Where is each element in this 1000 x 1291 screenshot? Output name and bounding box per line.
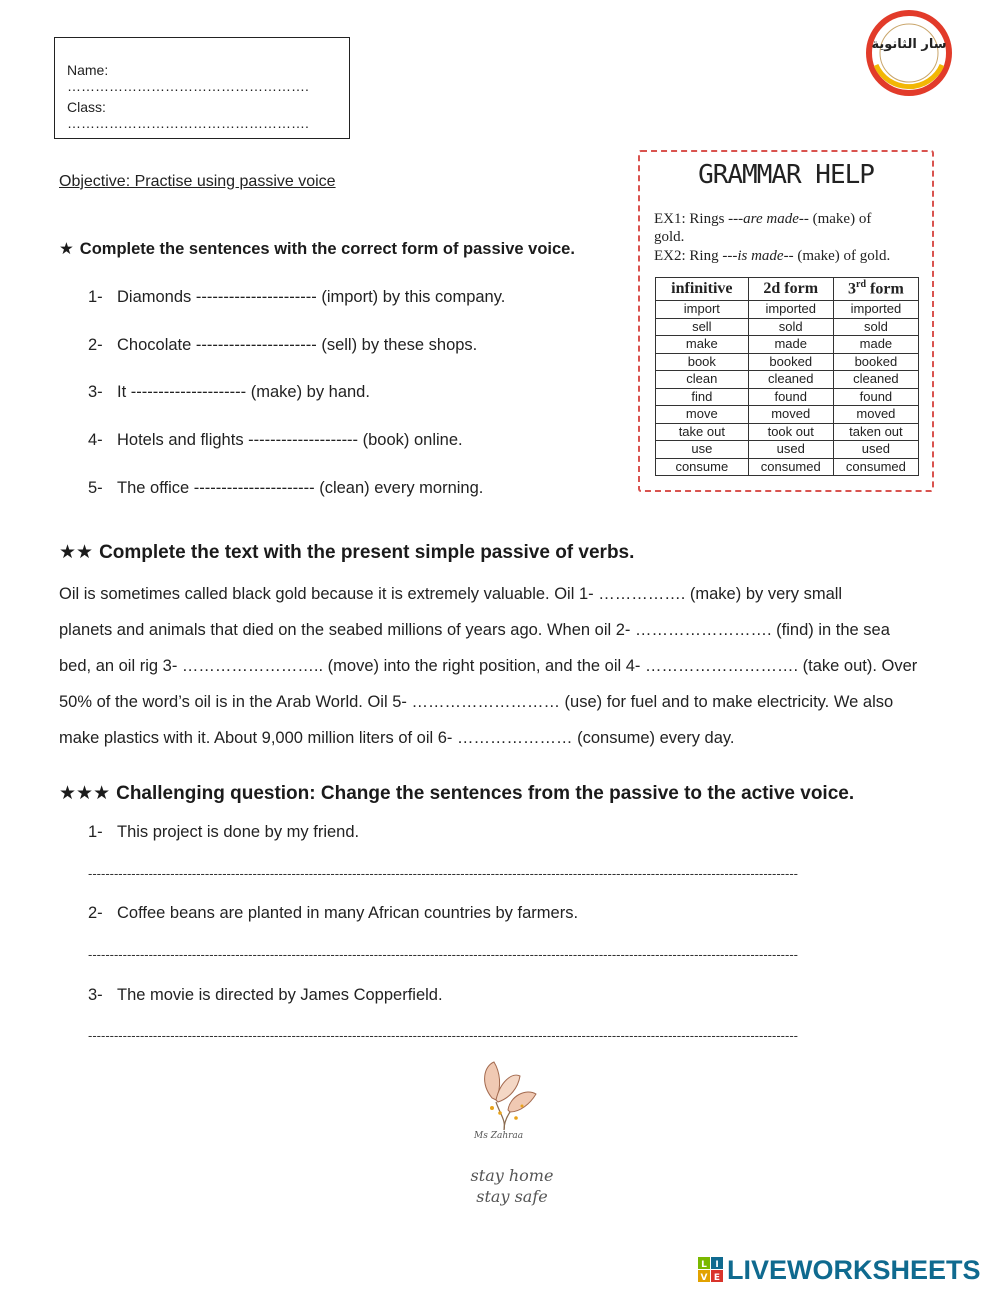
verb-row bbox=[656, 318, 919, 336]
s3-item-3: 3- The movie is directed by James Copperfield. bbox=[88, 986, 443, 1004]
verb-cell: found bbox=[748, 388, 833, 406]
col-infinitive: infinitive bbox=[656, 278, 749, 301]
stay-safe-text: stay safe bbox=[476, 1187, 548, 1206]
liveworksheets-icon bbox=[698, 1257, 724, 1283]
section1-heading: ★ Complete the sentences with the correct form of passive voice. bbox=[59, 240, 575, 258]
paragraph-line: make plastics with it. About 9,000 million liters of oil 6- ………………… (consume) every day. bbox=[59, 729, 735, 747]
verb-cell: made bbox=[833, 336, 918, 354]
paragraph-line: bed, an oil rig 3- …………………….. (move) into the right position, and the oil 4- ………………………. (take out). Over bbox=[59, 657, 918, 675]
star-icon: ★ bbox=[59, 240, 74, 258]
s1-item-1: 1- Diamonds ---------------------- (import) by this company. bbox=[88, 288, 506, 306]
class-field[interactable]: Class: ……………………………………………. bbox=[67, 99, 309, 131]
verb-cell: cleaned bbox=[833, 371, 918, 389]
verb-cell: moved bbox=[748, 406, 833, 424]
col-3rd-form: 3rd form bbox=[833, 278, 918, 301]
verb-row bbox=[656, 388, 919, 406]
verb-cell: moved bbox=[833, 406, 918, 424]
example-2: EX2: Ring ---is made-- (make) of gold. bbox=[654, 248, 891, 264]
s1-item-5: 5- The office ---------------------- (clean) every morning. bbox=[88, 479, 484, 497]
logo-text: سار الثانوية bbox=[871, 37, 947, 52]
section2-heading: ★★ Complete the text with the present simple passive of verbs. bbox=[59, 542, 635, 563]
answer-line-3[interactable]: -------------------------------------------------------------------------------------------------------------------------------------------------------------------- bbox=[88, 1028, 798, 1043]
col-2d-form: 2d form bbox=[748, 278, 833, 301]
flower-illustration bbox=[470, 1058, 550, 1146]
s3-item-1: 1- This project is done by my friend. bbox=[88, 823, 360, 841]
s1-item-3: 3- It --------------------- (make) by hand. bbox=[88, 383, 370, 401]
verb-row bbox=[656, 406, 919, 424]
verb-cell: consumed bbox=[748, 458, 833, 476]
verb-cell: sold bbox=[748, 318, 833, 336]
verb-row bbox=[656, 301, 919, 319]
stay-home-text: stay home bbox=[470, 1166, 554, 1185]
svg-text:L: L bbox=[701, 1260, 707, 1270]
verb-cell: made bbox=[748, 336, 833, 354]
verb-cell: found bbox=[833, 388, 918, 406]
verb-cell: import bbox=[656, 301, 749, 319]
verb-cell: used bbox=[748, 441, 833, 459]
verb-cell: consume bbox=[656, 458, 749, 476]
verb-row bbox=[656, 371, 919, 389]
signature-text: Ms Zahraa bbox=[474, 1131, 524, 1141]
objective-text: Objective: Practise using passive voice bbox=[59, 173, 336, 190]
paragraph-line: 50% of the word’s oil is in the Arab World. Oil 5- ……………………… (use) for fuel and to make electricity. We also bbox=[59, 693, 894, 711]
verb-cell: consumed bbox=[833, 458, 918, 476]
verb-cell: booked bbox=[833, 353, 918, 371]
paragraph-line: planets and animals that died on the seabed millions of years ago. When oil 2- ……………………. (find) in the sea bbox=[59, 621, 890, 639]
answer-line-1[interactable]: -------------------------------------------------------------------------------------------------------------------------------------------------------------------- bbox=[88, 866, 798, 881]
liveworksheets-text: LIVEWORKSHEETS bbox=[727, 1254, 981, 1285]
verb-cell: sold bbox=[833, 318, 918, 336]
verb-cell: booked bbox=[748, 353, 833, 371]
verb-cell: imported bbox=[748, 301, 833, 319]
grammar-help-title: GRAMMAR HELP bbox=[698, 160, 874, 190]
s1-item-4: 4- Hotels and flights -------------------- (book) online. bbox=[88, 431, 463, 449]
verb-cell: find bbox=[656, 388, 749, 406]
example-1: EX1: Rings ---are made-- (make) of gold. bbox=[654, 211, 872, 245]
svg-text:E: E bbox=[713, 1273, 721, 1283]
verb-cell: clean bbox=[656, 371, 749, 389]
verb-row bbox=[656, 458, 919, 476]
s1-item-2: 2- Chocolate ---------------------- (sell) by these shops. bbox=[88, 336, 478, 354]
school-logo bbox=[866, 10, 952, 96]
svg-text:I: I bbox=[715, 1260, 719, 1270]
section3-heading: ★★★ Challenging question: Change the sentences from the passive to the active voice. bbox=[59, 783, 855, 804]
verb-row bbox=[656, 441, 919, 459]
verb-cell: move bbox=[656, 406, 749, 424]
oil-paragraph bbox=[59, 576, 949, 756]
grammar-help-box bbox=[638, 150, 934, 492]
verb-cell: make bbox=[656, 336, 749, 354]
liveworksheets-brand[interactable] bbox=[698, 1256, 981, 1284]
student-info-box bbox=[54, 37, 350, 139]
s3-item-2: 2- Coffee beans are planted in many African countries by farmers. bbox=[88, 904, 579, 922]
verb-cell: take out bbox=[656, 423, 749, 441]
star-icon: ★★★ bbox=[59, 783, 111, 804]
verb-cell: used bbox=[833, 441, 918, 459]
verb-row bbox=[656, 353, 919, 371]
verb-row bbox=[656, 336, 919, 354]
verb-cell: book bbox=[656, 353, 749, 371]
verb-cell: cleaned bbox=[748, 371, 833, 389]
verb-row bbox=[656, 423, 919, 441]
name-field[interactable]: Name: ……………………………………………. bbox=[67, 62, 309, 94]
paragraph-line: Oil is sometimes called black gold because it is extremely valuable. Oil 1- ……………. (make) by very small bbox=[59, 585, 843, 603]
verb-cell: sell bbox=[656, 318, 749, 336]
svg-text:V: V bbox=[700, 1273, 708, 1283]
verb-cell: taken out bbox=[833, 423, 918, 441]
verb-forms-table bbox=[655, 277, 919, 476]
verb-cell: took out bbox=[748, 423, 833, 441]
verb-cell: imported bbox=[833, 301, 918, 319]
verb-cell: use bbox=[656, 441, 749, 459]
answer-line-2[interactable]: -------------------------------------------------------------------------------------------------------------------------------------------------------------------- bbox=[88, 947, 798, 962]
star-icon: ★★ bbox=[59, 542, 94, 563]
